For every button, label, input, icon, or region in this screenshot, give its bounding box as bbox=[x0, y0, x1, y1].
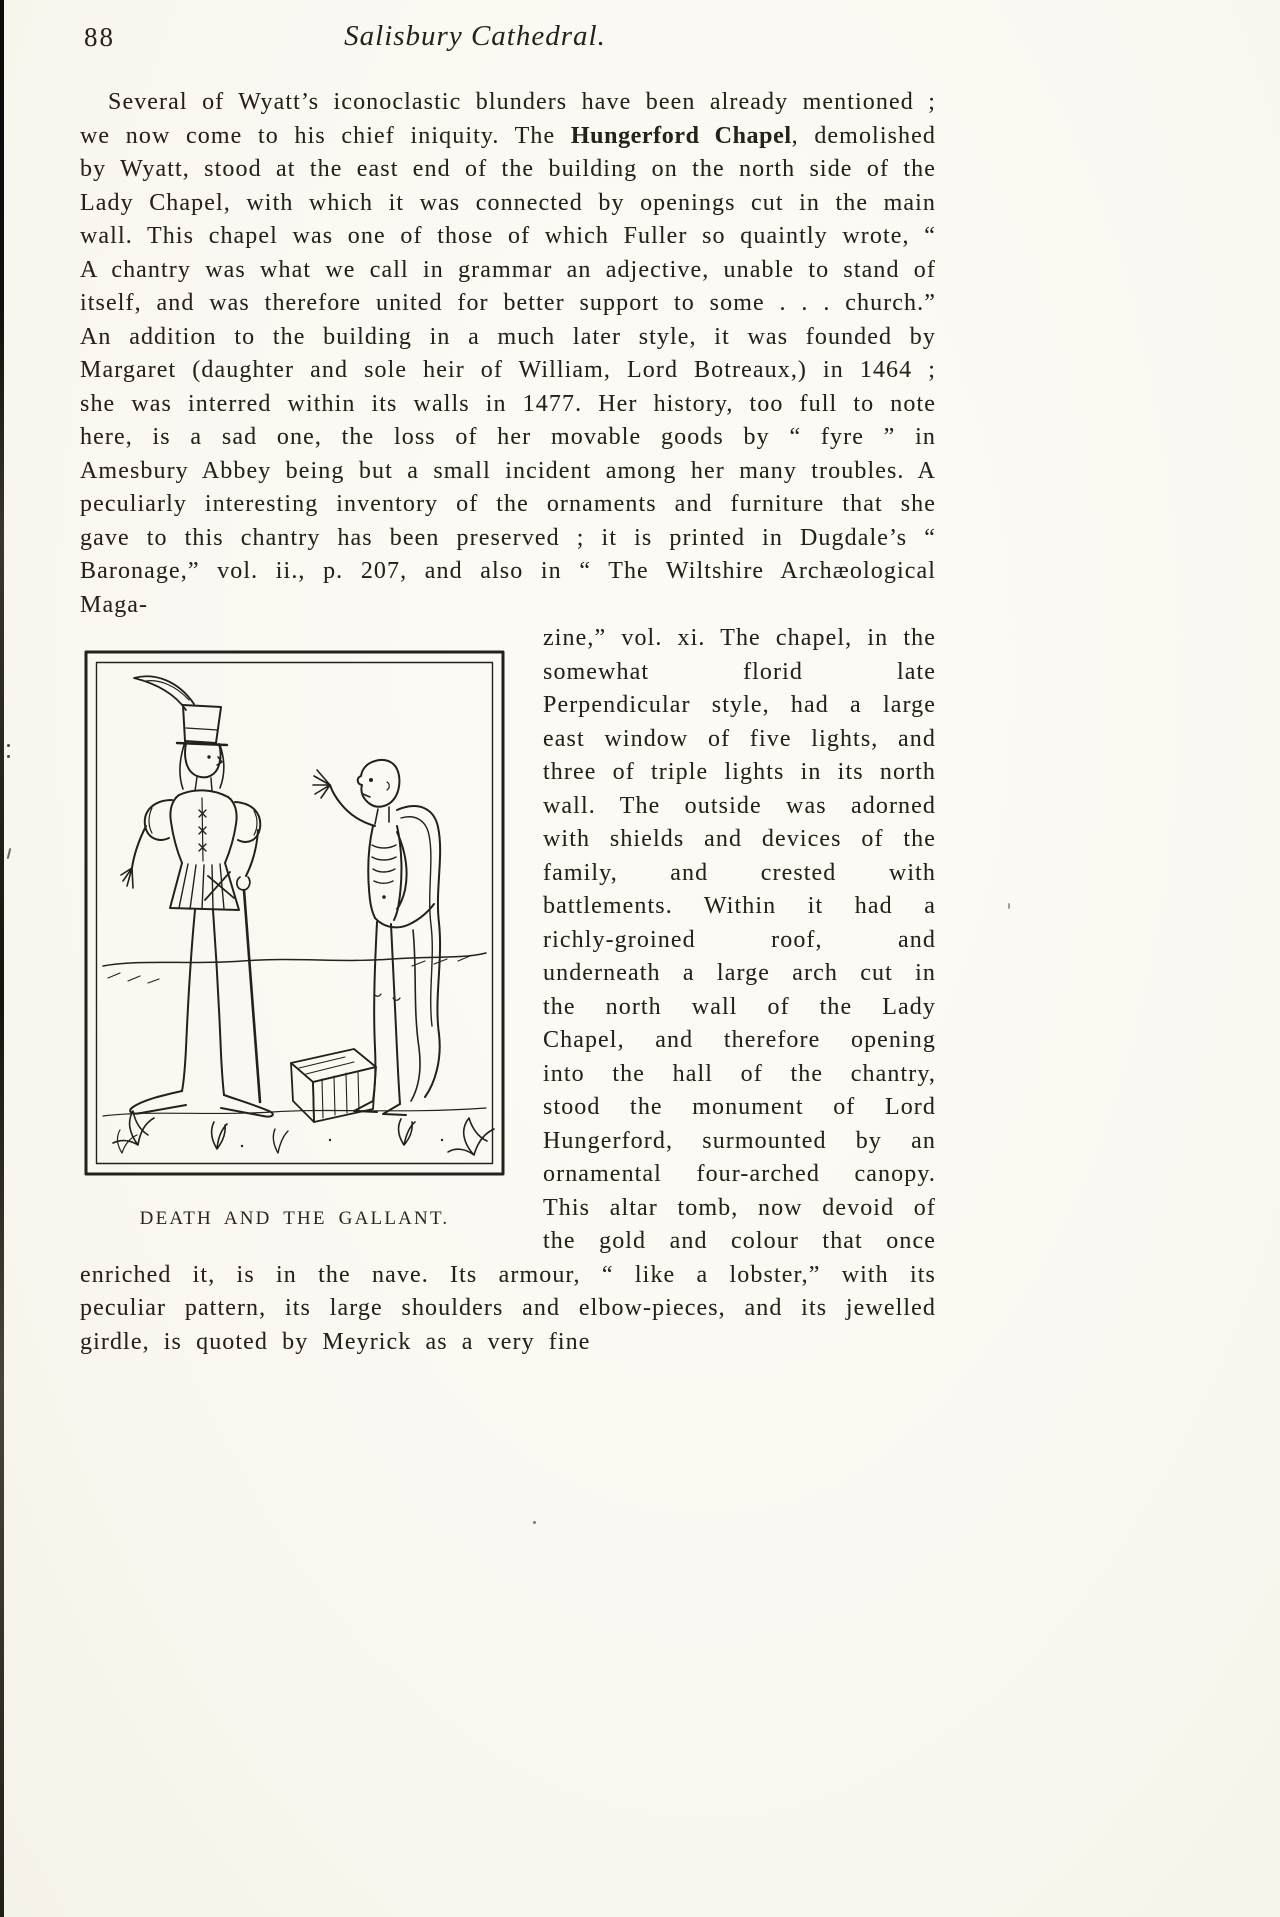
scan-speck bbox=[7, 744, 10, 747]
hungerford-chapel-bold: Hungerford Chapel bbox=[570, 122, 792, 149]
running-title: Salisbury Cathedral. bbox=[344, 20, 606, 52]
scan-speck bbox=[7, 755, 10, 758]
death-figure bbox=[313, 760, 440, 1115]
scan-speck bbox=[533, 1521, 536, 1524]
paragraph-1 bbox=[80, 86, 936, 622]
scan-speck bbox=[7, 848, 12, 859]
page-header bbox=[0, 20, 1280, 70]
plants bbox=[113, 1111, 494, 1155]
illustration-figure bbox=[82, 648, 507, 1230]
figure-caption: DEATH AND THE GALLANT. bbox=[139, 1208, 450, 1229]
paragraph-1-text: Several of Wyatt’s iconoclastic blunders have been already mentioned ; we now come to his chief iniquity. The bbox=[80, 89, 936, 149]
binding-edge bbox=[0, 0, 4, 1917]
gallant-figure bbox=[121, 676, 273, 1116]
woodcut-illustration bbox=[82, 648, 507, 1178]
paragraph-2: zine,” vol. xi. The chapel, in the somewhat florid late Perpendicular style, had a large east window of five lights, and three of triple lights in its north wall. The outside was adorned with shields and devices of the family, and crested with battlements. Within it had a richly-groined roof, and underneath a large arch cut in the north wall of the Lady Chapel, and therefore opening into the hall of the chantry, stood the monument of Lord Hungerford, surmounted by an ornamental four-arched canopy. This altar tomb, now devoid of the gold and colour that once enriched it, is in the nave. Its armour, “ like a lobster,” with its peculiar pattern, its large shoulders and elbow-pieces, and its jewelled girdle, is quoted by Meyrick as a very fine bbox=[80, 625, 936, 1355]
scan-speck bbox=[1008, 903, 1010, 909]
frame bbox=[86, 652, 503, 1174]
paragraph-1-text-cont: , demolished by Wyatt, stood at the east end of the building on the north side of the Lady Chapel, with which it was connected by openings cut in the main wall. This chapel was one of those of which Fuller so quaintly wrote, “ A chantry was what we call in grammar an adjective, unable to stand of itself, and was therefore united for better support to some . . . church.” An addition to the building in a much later style, it was founded by Margaret (daughter and sole heir of William, Lord Botreaux,) in 1464 ; she was interred within its walls in 1477. Her history, too full to note here, is a sad one, the loss of her movable goods by “ fyre ” in Amesbury Abbey being but a small incident among her many troubles. A peculiarly interesting inventory of the ornaments and furniture that she gave to this chantry has been preserved ; it is printed in Dugdale’s “ Baronage,” vol. ii., p. 207, and also in “ The Wiltshire Archæological Maga- bbox=[80, 122, 936, 618]
page-body bbox=[80, 86, 936, 1359]
page-number: 88 bbox=[84, 22, 115, 52]
figure-text-wrap bbox=[80, 622, 936, 1359]
